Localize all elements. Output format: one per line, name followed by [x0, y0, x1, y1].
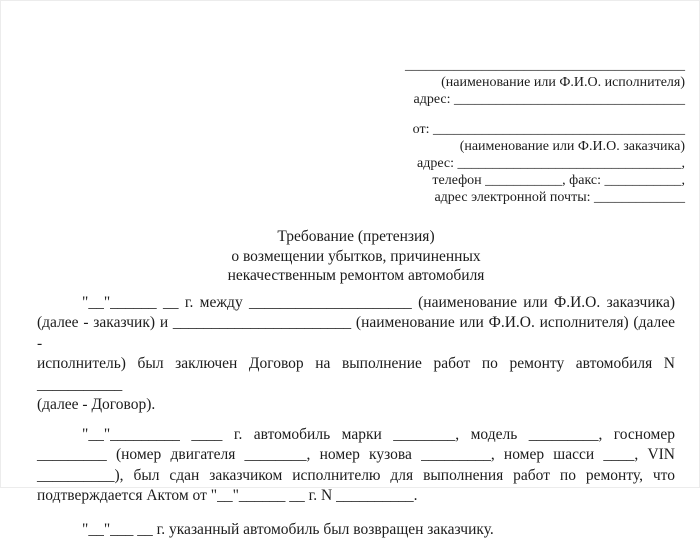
document-title: [1, 227, 699, 286]
paragraph-line: (далее - Договор).: [37, 395, 675, 416]
paragraph-line: (далее - заказчик) и _______________________ (наименование или Ф.И.О. исполнителя) (далее -: [37, 313, 675, 354]
customer-name-caption: (наименование или Ф.И.О. заказчика): [399, 138, 685, 155]
paragraph-line: _________ (номер двигателя ________, номер кузова _________, номер шасси ____, VIN: [37, 445, 675, 466]
recipient-block: [399, 57, 685, 206]
paragraph-line: __________), был сдан заказчиком исполнителю для выполнения работ по ремонту, что: [37, 466, 675, 487]
customer-email-line: адрес электронной почты: _____________: [399, 189, 685, 206]
customer-address-line: адрес: ________________________________,: [399, 155, 685, 172]
title-line-3: некачественным ремонтом автомобиля: [37, 266, 675, 286]
paragraph-line: "__"______ __ г. между _____________________ (наименование или Ф.И.О. заказчика): [37, 293, 675, 314]
paragraph-car-return: [37, 520, 675, 540]
from-line: от: ____________________________________: [399, 121, 685, 138]
paragraph-line: "__"_________ ____ г. автомобиль марки ________, модель _________, госномер: [37, 425, 675, 446]
executor-name-caption: (наименование или Ф.И.О. исполнителя): [399, 74, 685, 91]
title-line-1: Требование (претензия): [37, 227, 675, 247]
paragraph-line: подтверждается Актом от "__"______ __ г. N __________.: [37, 486, 675, 507]
paragraph-car-handover: [37, 425, 675, 507]
title-line-2: о возмещении убытков, причиненных: [37, 247, 675, 267]
executor-name-underline: ________________________________________: [399, 57, 685, 74]
executor-address-line: адрес: _________________________________: [399, 91, 685, 108]
customer-phone-fax-line: телефон ___________, факс: ___________,: [399, 172, 685, 189]
paragraph-line: "__"___ __ г. указанный автомобиль был возвращен заказчику.: [37, 520, 675, 540]
paragraph-contract: [37, 293, 675, 416]
paragraph-line: исполнитель) был заключен Договор на выполнение работ по ремонту автомобиля N ___________: [37, 354, 675, 395]
